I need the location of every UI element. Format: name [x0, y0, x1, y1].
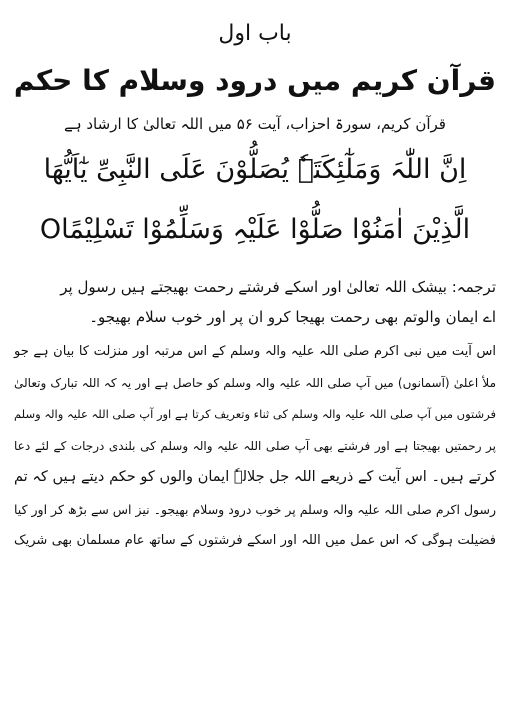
quran-verse	[14, 140, 496, 260]
body-line: رسول اکرم صلی اللہ علیہ والہ وسلم پر خوب درود وسلام بھیجو۔ نیز اس سے بڑھ کر اور کیا	[14, 501, 496, 517]
body-line: ملأ اعلیٰ (آسمانوں) میں آپ صلی اللہ علیہ والہ وسلم کو حاصل ہے اور یہ کہ اللہ تبارک وتعالیٰ	[14, 375, 496, 390]
chapter-heading: باب اول	[218, 21, 292, 46]
body-paragraph	[14, 336, 496, 557]
verse-line: اِنَّ اللّٰہَ وَمَلٰٓئِکَتَہٗ یُصَلُّوْنَ عَلَی النَّبِیِّ یٰٓاَیُّھَا	[43, 154, 467, 185]
verse-reference: قرآن کریم، سورۃ احزاب، آیت ۵۶ میں اللہ تعالیٰ کا ارشاد ہے	[64, 115, 446, 133]
body-line: فرشتوں میں آپ صلی اللہ علیہ والہ وسلم کی ثناء وتعریف کرتا ہے اور آپ صلی اللہ علیہ والہ وسلم	[14, 407, 496, 421]
page-title: قرآن کریم میں درود وسلام کا حکم	[13, 64, 496, 97]
body-line: اس آیت میں نبی اکرم صلی اللہ علیہ والہ وسلم کے اس مرتبہ اور منزلت کا بیان ہے جو	[14, 344, 496, 359]
body-line: پر رحمتیں بھیجتا ہے اور فرشتے بھی آپ صلی اللہ علیہ والہ وسلم کی بلندی درجات کے لئے دعا	[14, 438, 496, 453]
translation-line: اے ایمان والوتم بھی رحمت بھیجا کرو ان پر اور خوب سلام بھیجو۔	[89, 308, 496, 326]
body-line: فضیلت ہوگی کہ اس عمل میں اللہ اور اسکے فرشتوں کے ساتھ عام مسلمان بھی شریک	[14, 533, 496, 548]
body-line: کرتے ہیں۔ اس آیت کے ذریعے اللہ جل جلالہٗ ایمان والوں کو حکم دیتے ہیں کہ تم	[14, 469, 496, 485]
translation	[14, 272, 496, 332]
translation-line: ترجمہ: بیشک اللہ تعالیٰ اور اسکے فرشتے رحمت بھیجتے ہیں رسول پر	[60, 278, 496, 296]
verse-line: الَّذِیْنَ اٰمَنُوْا صَلُّوْا عَلَیْہِ وَسَلِّمُوْا تَسْلِیْمًاO	[39, 214, 471, 245]
